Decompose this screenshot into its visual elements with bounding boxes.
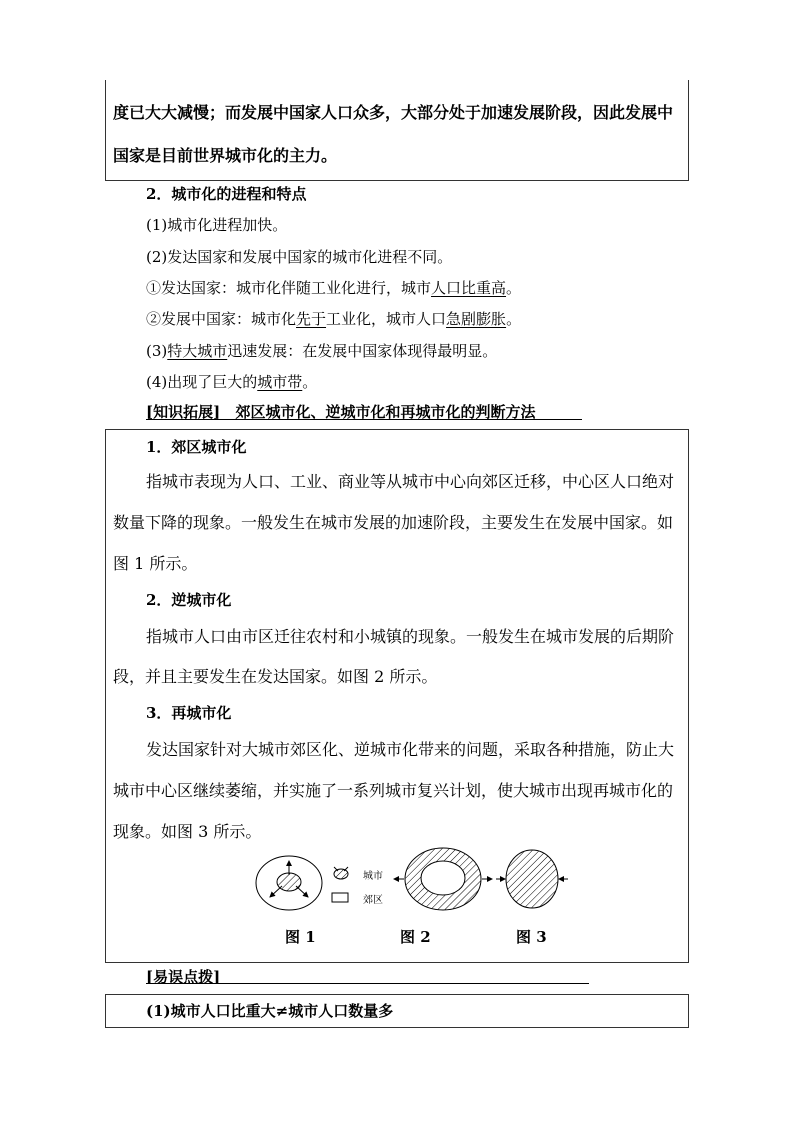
process-item-3-text: ①发达国家：城市化伴随工业化进行，城市: [146, 279, 432, 297]
counter-urbanization-heading: 2．逆城市化: [146, 591, 232, 609]
counter-urbanization-line-1: 指城市人口由市区迁往农村和小城镇的现象。一般发生在城市发展的后期阶: [146, 627, 675, 646]
process-item-1: (1)城市化进程加快。: [146, 216, 288, 234]
mistakes-tag: [易误点拨]: [146, 968, 221, 986]
intro-line-1: 度已大大减慢；而发展中国家人口众多，大部分处于加速发展阶段，因此发展中: [113, 103, 674, 122]
process-item-3: ①发达国家：城市化伴随工业化进行，城市人口比重高。: [146, 279, 522, 297]
knowledge-header-rule: [146, 419, 582, 420]
process-item-2: (2)发达国家和发展中国家的城市化进程不同。: [146, 248, 453, 266]
legend-city-swatch: [334, 869, 348, 879]
figure-1-diagram: [256, 856, 322, 910]
key-term-megacity: 特大城市: [167, 342, 228, 360]
process-heading: 2．城市化的进程和特点: [146, 185, 307, 203]
process-item-4: ②发展中国家：城市化先于工业化，城市人口急剧膨胀。: [146, 310, 522, 328]
reurbanization-heading: 3．再城市化: [146, 704, 232, 722]
key-term-urban-belt: 城市带: [257, 373, 303, 391]
reurbanization-line-1: 发达国家针对大城市郊区化、逆城市化带来的问题，采取各种措施，防止大: [146, 740, 675, 759]
legend: [332, 867, 348, 902]
figure-2-diagram: [394, 848, 492, 910]
knowledge-tag: [知识拓展]: [146, 403, 221, 421]
urbanization-diagrams: [0, 845, 794, 965]
figure-2-caption: 图 2: [400, 928, 431, 946]
legend-suburb-swatch: [332, 893, 348, 902]
legend-suburb-label: 郊区: [363, 895, 383, 906]
suburbanization-heading: 1．郊区城市化: [146, 438, 247, 456]
process-item-6: (4)出现了巨大的城市带。: [146, 373, 318, 391]
figure-1-caption: 图 1: [285, 928, 316, 946]
suburbanization-line-2: 数量下降的现象。一般发生在城市发展的加速阶段，主要发生在发展中国家。如: [113, 513, 674, 532]
key-term-population-share: 人口比重高: [431, 279, 507, 297]
figure-3-caption: 图 3: [516, 928, 547, 946]
process-item-5: (3)特大城市迅速发展：在发展中国家体现得最明显。: [146, 342, 498, 360]
key-term-ahead-of: 先于: [296, 310, 327, 328]
mistakes-item-1: (1)城市人口比重大≠城市人口数量多: [146, 1002, 394, 1020]
key-term-rapid-expansion: 急剧膨胀: [446, 310, 507, 328]
knowledge-title: 郊区城市化、逆城市化和再城市化的判断方法: [235, 403, 536, 421]
mistakes-header-rule: [146, 983, 589, 984]
reurbanization-line-3: 现象。如图 3 所示。: [113, 822, 262, 841]
counter-urbanization-line-2: 段，并且主要发生在发达国家。如图 2 所示。: [113, 667, 438, 686]
legend-city-label: 城市: [363, 871, 383, 882]
suburbanization-line-3: 图 1 所示。: [113, 554, 198, 573]
suburbanization-line-1: 指城市表现为人口、工业、商业等从城市中心向郊区迁移，中心区人口绝对: [146, 472, 675, 491]
reurbanization-line-2: 城市中心区继续萎缩，并实施了一系列城市复兴计划，使大城市出现再城市化的: [113, 781, 674, 800]
figure-3-diagram: [496, 850, 568, 908]
intro-line-2: 国家是目前世界城市化的主力。: [113, 146, 338, 165]
